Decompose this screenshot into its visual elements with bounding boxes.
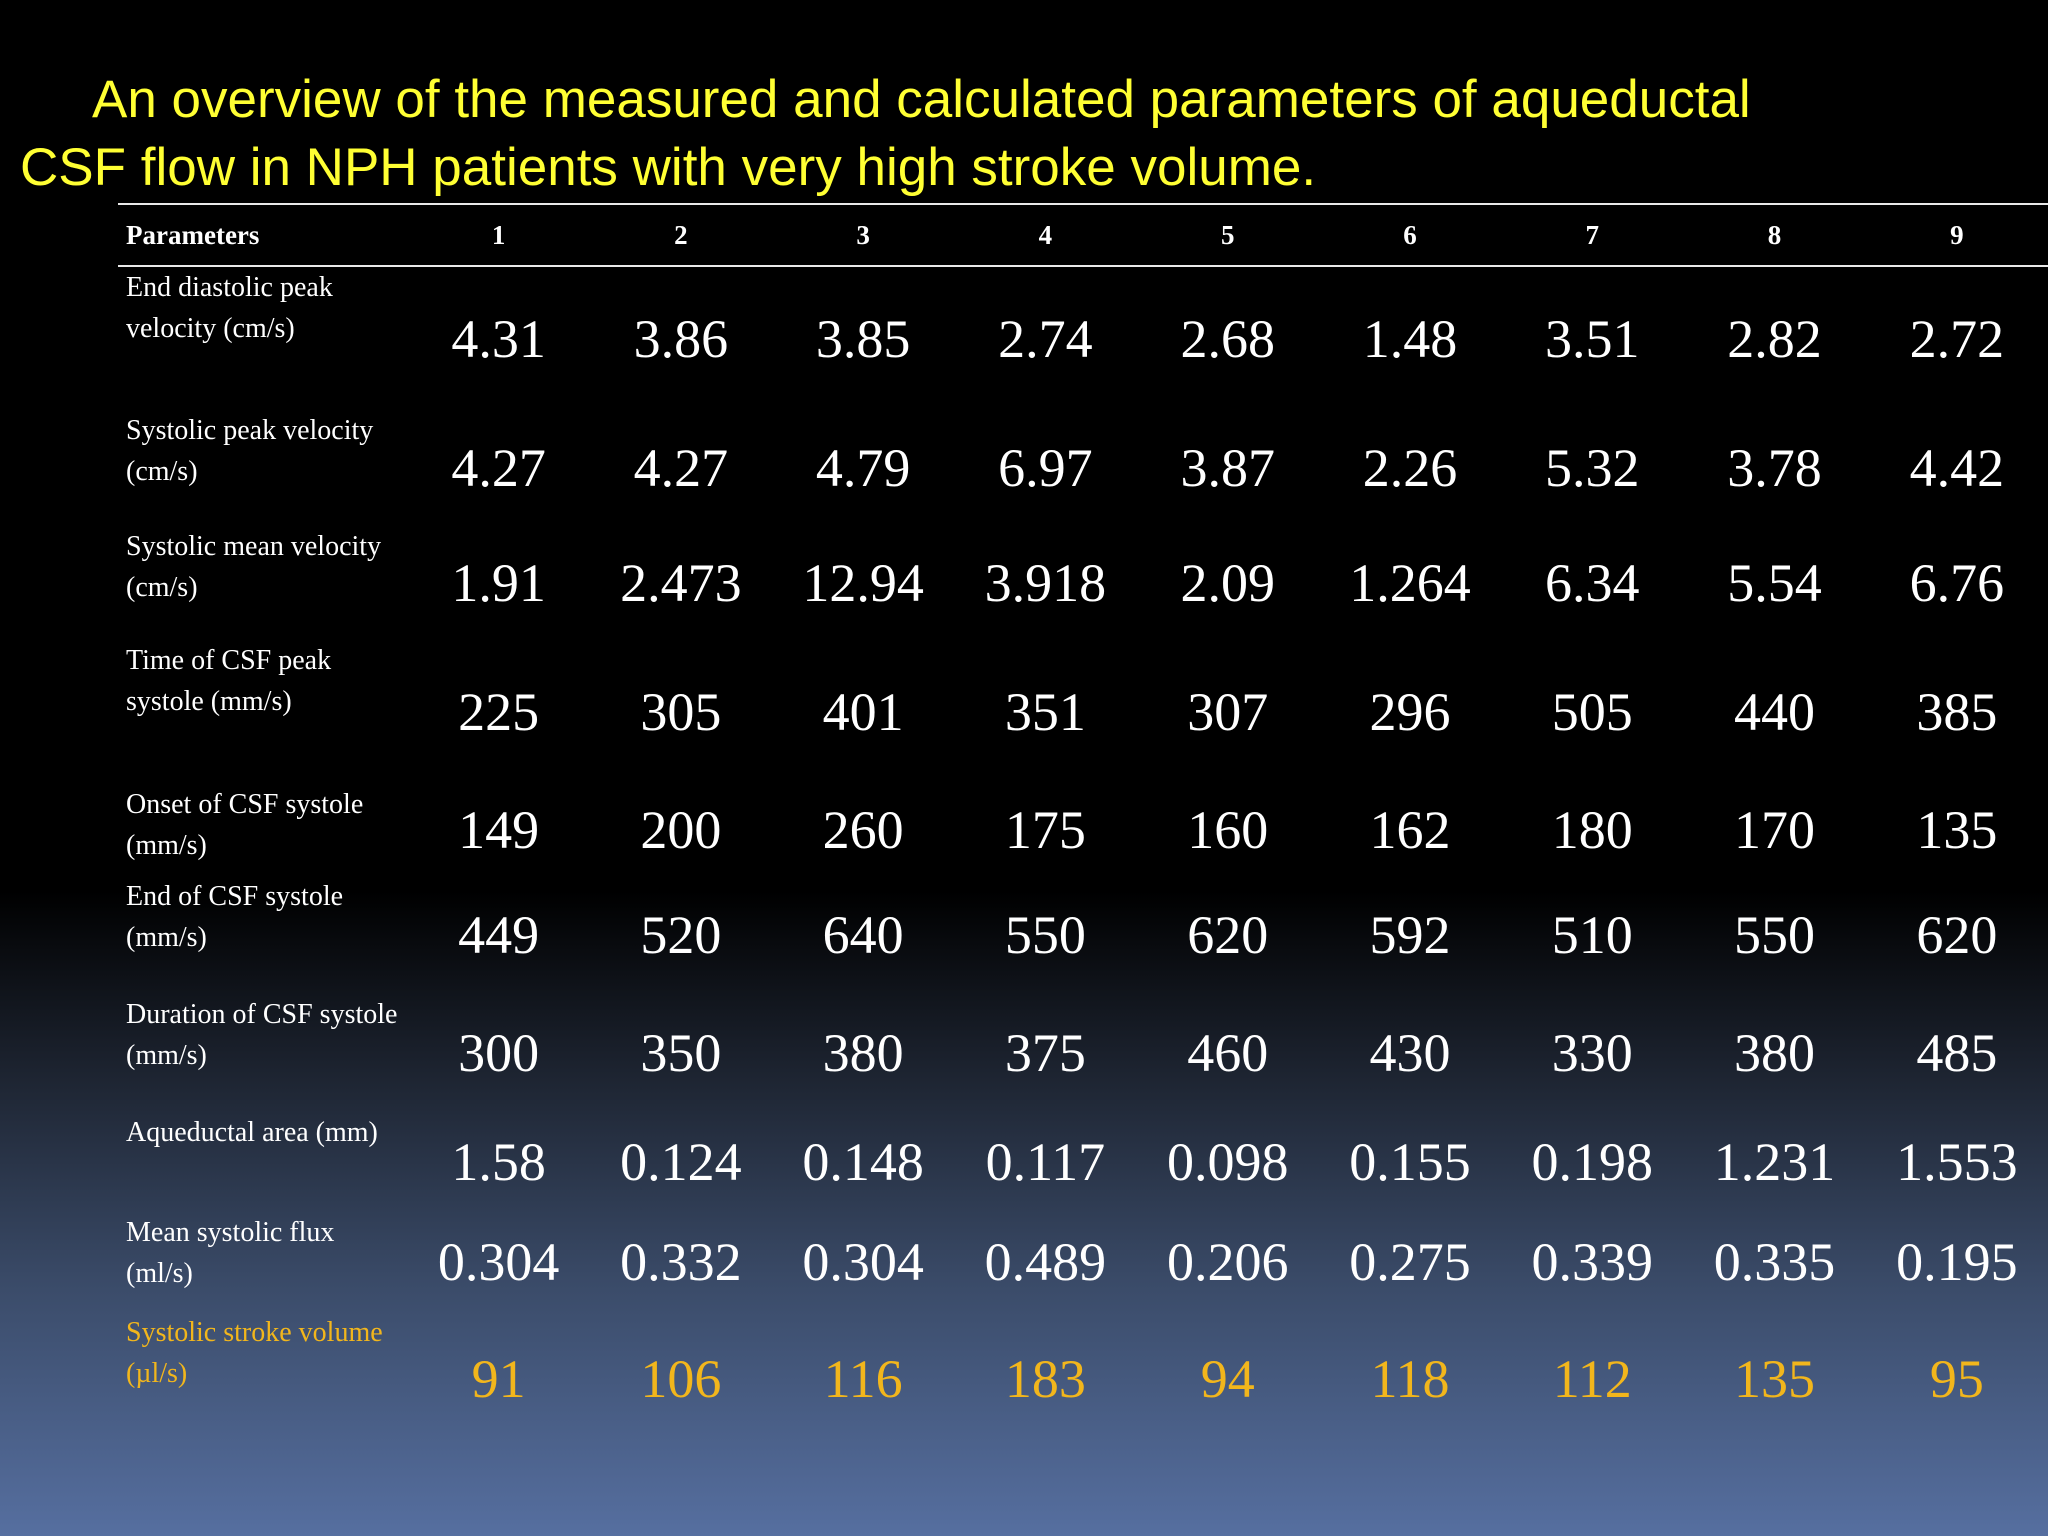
cell-value: 170	[1734, 800, 1816, 860]
cell-value: 180	[1551, 800, 1633, 860]
header-patient-6: 6	[1403, 219, 1417, 250]
cell-value: 0.335	[1713, 1232, 1836, 1292]
row-label: Onset of CSF systole (mm/s)	[126, 789, 364, 861]
cell-value: 380	[1734, 1023, 1816, 1083]
cell-value: 5.32	[1545, 438, 1640, 498]
cell-value: 12.94	[802, 553, 924, 613]
slide-title	[20, 66, 2020, 202]
cell-value: 3.87	[1180, 438, 1275, 498]
cell-value: 149	[458, 800, 540, 860]
row-label: End diastolic peak velocity (cm/s)	[126, 272, 333, 344]
cell-value: 505	[1551, 682, 1633, 742]
cell-value: 0.148	[802, 1132, 924, 1192]
header-patient-1: 1	[491, 219, 506, 250]
cell-value: 160	[1187, 800, 1269, 860]
slide-title-line-1: An overview of the measured and calculated parameters of aqueductal	[92, 70, 1751, 129]
cell-value: 300	[458, 1023, 540, 1083]
cell-value: 3.86	[633, 308, 729, 369]
cell-value: 375	[1004, 1023, 1086, 1083]
cell-value: 307	[1187, 682, 1269, 742]
table-row	[118, 784, 2048, 876]
cell-value: 2.473	[620, 553, 742, 613]
cell-value: 4.79	[815, 438, 911, 498]
cell-value: 106	[640, 1349, 722, 1409]
header-patient-7: 7	[1585, 219, 1600, 250]
cell-value: 0.098	[1166, 1132, 1289, 1192]
cell-value: 2.74	[998, 308, 1093, 369]
cell-value: 485	[1916, 1023, 1998, 1083]
header-patient-4: 4	[1038, 219, 1053, 250]
cell-value: 1.231	[1713, 1132, 1836, 1192]
cell-value: 401	[822, 682, 904, 742]
cell-value: 162	[1369, 800, 1451, 860]
cell-value: 0.124	[620, 1132, 742, 1192]
row-label: Aqueductal area (mm)	[126, 1117, 378, 1148]
cell-value: 330	[1551, 1023, 1633, 1083]
cell-value: 1.58	[451, 1132, 546, 1192]
cell-value: 520	[640, 905, 722, 965]
row-label: Systolic mean velocity (cm/s)	[126, 531, 382, 603]
cell-value: 2.82	[1727, 308, 1822, 369]
cell-value: 6.76	[1909, 553, 2005, 613]
cell-value: 0.155	[1349, 1132, 1471, 1192]
header-patient-2: 2	[674, 219, 688, 250]
cell-value: 116	[823, 1349, 903, 1409]
cell-value: 4.27	[633, 438, 729, 498]
row-label: End of CSF systole (mm/s)	[126, 881, 344, 953]
cell-value: 640	[822, 905, 904, 965]
row-label: Systolic stroke volume (µl/s)	[126, 1317, 383, 1389]
cell-value: 350	[640, 1023, 722, 1083]
cell-value: 6.97	[998, 438, 1093, 498]
table-row	[118, 410, 2048, 526]
cell-value: 351	[1004, 682, 1086, 742]
header-patient-5: 5	[1220, 219, 1235, 250]
cell-value: 0.304	[437, 1232, 560, 1292]
table-row	[118, 1212, 2048, 1312]
cell-value: 0.198	[1531, 1132, 1654, 1192]
cell-value: 620	[1916, 905, 1998, 965]
table-header-row	[118, 204, 2048, 266]
header-patient-9: 9	[1950, 219, 1964, 250]
cell-value: 620	[1187, 905, 1269, 965]
cell-value: 296	[1369, 682, 1451, 742]
cell-value: 3.51	[1545, 308, 1640, 369]
table-row	[118, 876, 2048, 994]
cell-value: 2.09	[1180, 553, 1275, 613]
cell-value: 200	[640, 800, 722, 860]
row-label: Time of CSF peak systole (mm/s)	[126, 645, 332, 717]
cell-value: 225	[458, 682, 540, 742]
cell-value: 1.264	[1349, 553, 1471, 613]
cell-value: 1.553	[1896, 1132, 2018, 1192]
cell-value: 5.54	[1727, 553, 1822, 613]
header-patient-3: 3	[856, 219, 870, 250]
cell-value: 118	[1370, 1349, 1450, 1409]
header-parameters: Parameters	[126, 219, 260, 250]
cell-value: 305	[640, 682, 722, 742]
cell-value: 385	[1916, 682, 1998, 742]
parameters-table	[118, 203, 2048, 1446]
cell-value: 510	[1551, 905, 1633, 965]
cell-value: 460	[1187, 1023, 1269, 1083]
cell-value: 95	[1929, 1349, 1984, 1409]
cell-value: 1.91	[451, 553, 546, 613]
header-patient-8: 8	[1767, 219, 1782, 250]
cell-value: 0.206	[1166, 1232, 1289, 1292]
cell-value: 183	[1004, 1349, 1086, 1409]
cell-value: 260	[822, 800, 904, 860]
parameters-table-container	[118, 203, 2048, 1446]
cell-value: 2.26	[1362, 438, 1458, 498]
cell-value: 0.339	[1531, 1232, 1654, 1292]
table-body	[118, 266, 2048, 1446]
cell-value: 0.304	[802, 1232, 924, 1292]
cell-value: 0.489	[984, 1232, 1107, 1292]
cell-value: 2.68	[1180, 308, 1275, 369]
table-row	[118, 994, 2048, 1112]
cell-value: 4.42	[1909, 438, 2005, 498]
cell-value: 0.332	[620, 1232, 742, 1292]
table-row	[118, 1312, 2048, 1446]
cell-value: 550	[1734, 905, 1816, 965]
table-row	[118, 640, 2048, 784]
cell-value: 0.117	[985, 1132, 1106, 1192]
cell-value: 550	[1004, 905, 1086, 965]
cell-value: 449	[458, 905, 540, 965]
cell-value: 112	[1552, 1349, 1632, 1409]
cell-value: 135	[1916, 800, 1998, 860]
table-row	[118, 526, 2048, 640]
cell-value: 0.195	[1896, 1232, 2018, 1292]
cell-value: 592	[1369, 905, 1451, 965]
cell-value: 6.34	[1545, 553, 1640, 613]
cell-value: 91	[471, 1349, 526, 1409]
cell-value: 94	[1200, 1349, 1255, 1409]
cell-value: 175	[1004, 800, 1086, 860]
table-row	[118, 1112, 2048, 1212]
cell-value: 2.72	[1909, 308, 2005, 369]
cell-value: 430	[1369, 1023, 1451, 1083]
table-row	[118, 266, 2048, 410]
cell-value: 3.78	[1727, 438, 1822, 498]
cell-value: 0.275	[1349, 1232, 1471, 1292]
cell-value: 3.918	[984, 553, 1107, 613]
cell-value: 380	[822, 1023, 904, 1083]
cell-value: 4.31	[451, 308, 546, 369]
cell-value: 4.27	[451, 438, 546, 498]
cell-value: 440	[1734, 682, 1816, 742]
row-label: Duration of CSF systole (mm/s)	[126, 999, 398, 1071]
cell-value: 3.85	[815, 308, 911, 369]
row-label: Mean systolic flux (ml/s)	[126, 1217, 335, 1289]
row-label: Systolic peak velocity (cm/s)	[126, 415, 374, 487]
cell-value: 1.48	[1362, 308, 1458, 369]
cell-value: 135	[1734, 1349, 1816, 1409]
slide-title-line-2: CSF flow in NPH patients with very high stroke volume.	[20, 138, 1317, 197]
